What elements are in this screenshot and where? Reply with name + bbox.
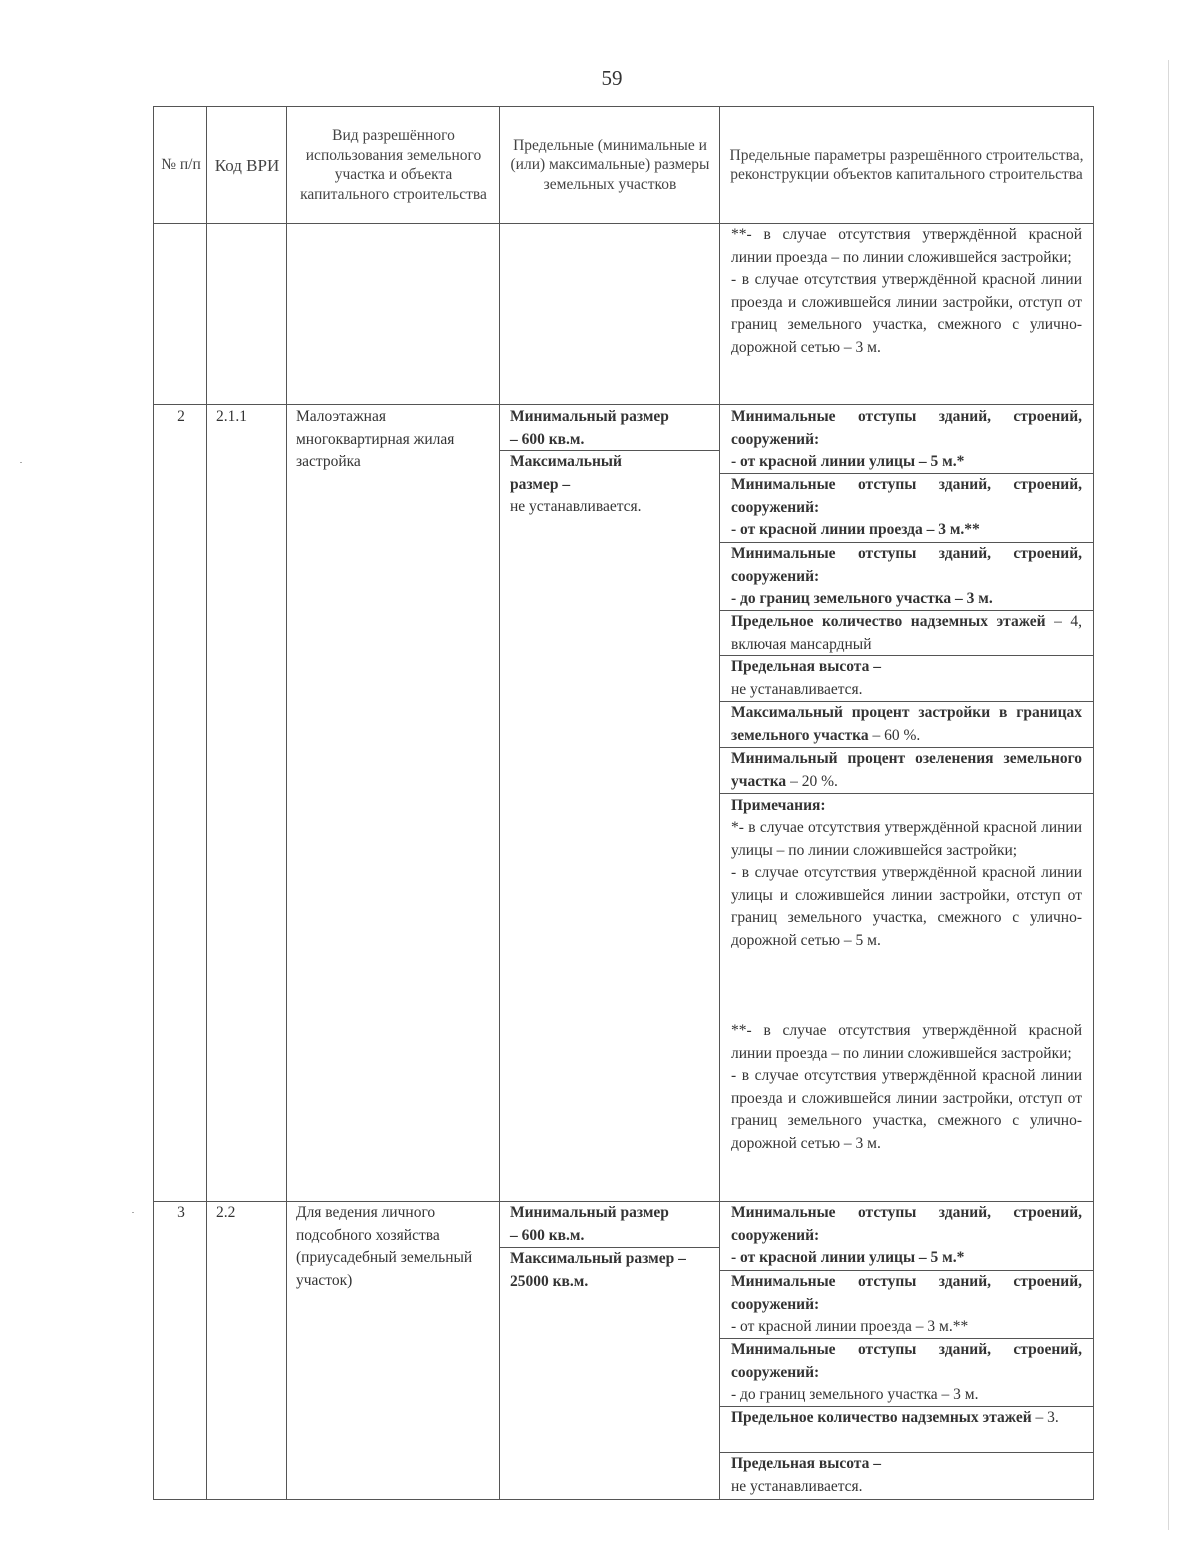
param-setback-street: Минимальные отступы зданий, строений, сооружений: - от красной линии улицы – 5 м.* [731,1204,1082,1266]
page-number: 59 [601,66,623,90]
notes-title: Примечания: [731,797,826,814]
param-setback-passage: Минимальные отступы зданий, строений, сооружений: - от красной линии проезда – 3 м.** [731,1273,1082,1335]
scan-speck [132,1212,134,1213]
header-num: № п/п [161,156,201,174]
param-floors: Предельное количество надземных этажей – 3. [731,1409,1059,1426]
header-params: Предельные параметры разрешённого строительства, реконструкции объектов капитального строительства [729,146,1084,183]
scan-speck [20,462,22,463]
row-code: 2.2 [216,1204,236,1221]
size-max-value: не устанавливается. [510,498,642,515]
row-vri-name: Для ведения личного подсобного хозяйства (приусадебный земельный участок) [296,1204,473,1289]
header-size: Предельные (минимальные и (или) максимальные) размеры земельных участков [510,136,710,193]
param-setback-boundary: Минимальные отступы зданий, строений, сооружений: - до границ земельного участка – 3 м. [731,1341,1082,1403]
param-setback-street: Минимальные отступы зданий, строений, сооружений: - от красной линии улицы – 5 м.* [731,408,1082,470]
row-vri-name: Малоэтажная многоквартирная жилая застройка [296,408,455,470]
note-street: *- в случае отсутствия утверждённой красной линии улицы – по линии сложившейся застройки; - в случае отсутствия утверждённой красной линии улицы и сложившейся линии застройки, отступ от границ земельного участка, смежного с улично-дорожной сетью – 5 м. [731,819,1082,949]
param-max-coverage: Максимальный процент застройки в границах земельного участка – 60 %. [731,704,1082,744]
scan-edge [1168,60,1169,1530]
header-vri: Вид разрешённого использования земельного участка и объекта капитального строительства [300,127,487,203]
param-height: Предельная высота – не устанавливается. [731,1455,881,1495]
row-num: 3 [177,1204,185,1221]
regulations-table [153,106,1094,1500]
param-floors: Предельное количество надземных этажей – 4, включая мансардный [731,613,1083,653]
size-max: Максимальный размер – 25000 кв.м. [510,1250,686,1290]
param-setback-boundary: Минимальные отступы зданий, строений, сооружений: - до границ земельного участка – 3 м. [731,545,1082,607]
param-setback-passage: Минимальные отступы зданий, строений, сооружений: - от красной линии проезда – 3 м.** [731,476,1082,538]
param-min-greenery: Минимальный процент озеленения земельного участка – 20 %. [731,750,1082,790]
row-num: 2 [177,408,185,425]
size-max-head: Максимальный размер – [510,453,622,493]
row-code: 2.1.1 [216,408,247,425]
note-passage: **- в случае отсутствия утверждённой красной линии проезда – по линии сложившейся застройки; - в случае отсутствия утверждённой красной линии проезда и сложившейся линии застройки, отступ от границ земельного участка, смежного с улично-дорожной сетью – 3 м. [731,1022,1082,1152]
header-code: Код ВРИ [214,155,280,175]
size-min: Минимальный размер – 600 кв.м. [510,408,669,448]
size-min: Минимальный размер – 600 кв.м. [510,1204,669,1244]
continuation-note: **- в случае отсутствия утверждённой красной линии проезда – по линии сложившейся застройки; - в случае отсутствия утверждённой красной линии проезда и сложившейся линии застройки, отступ от границ земельного участка, смежного с улично-дорожной сетью – 3 м. [731,226,1082,356]
param-height: Предельная высота – не устанавливается. [731,658,881,698]
